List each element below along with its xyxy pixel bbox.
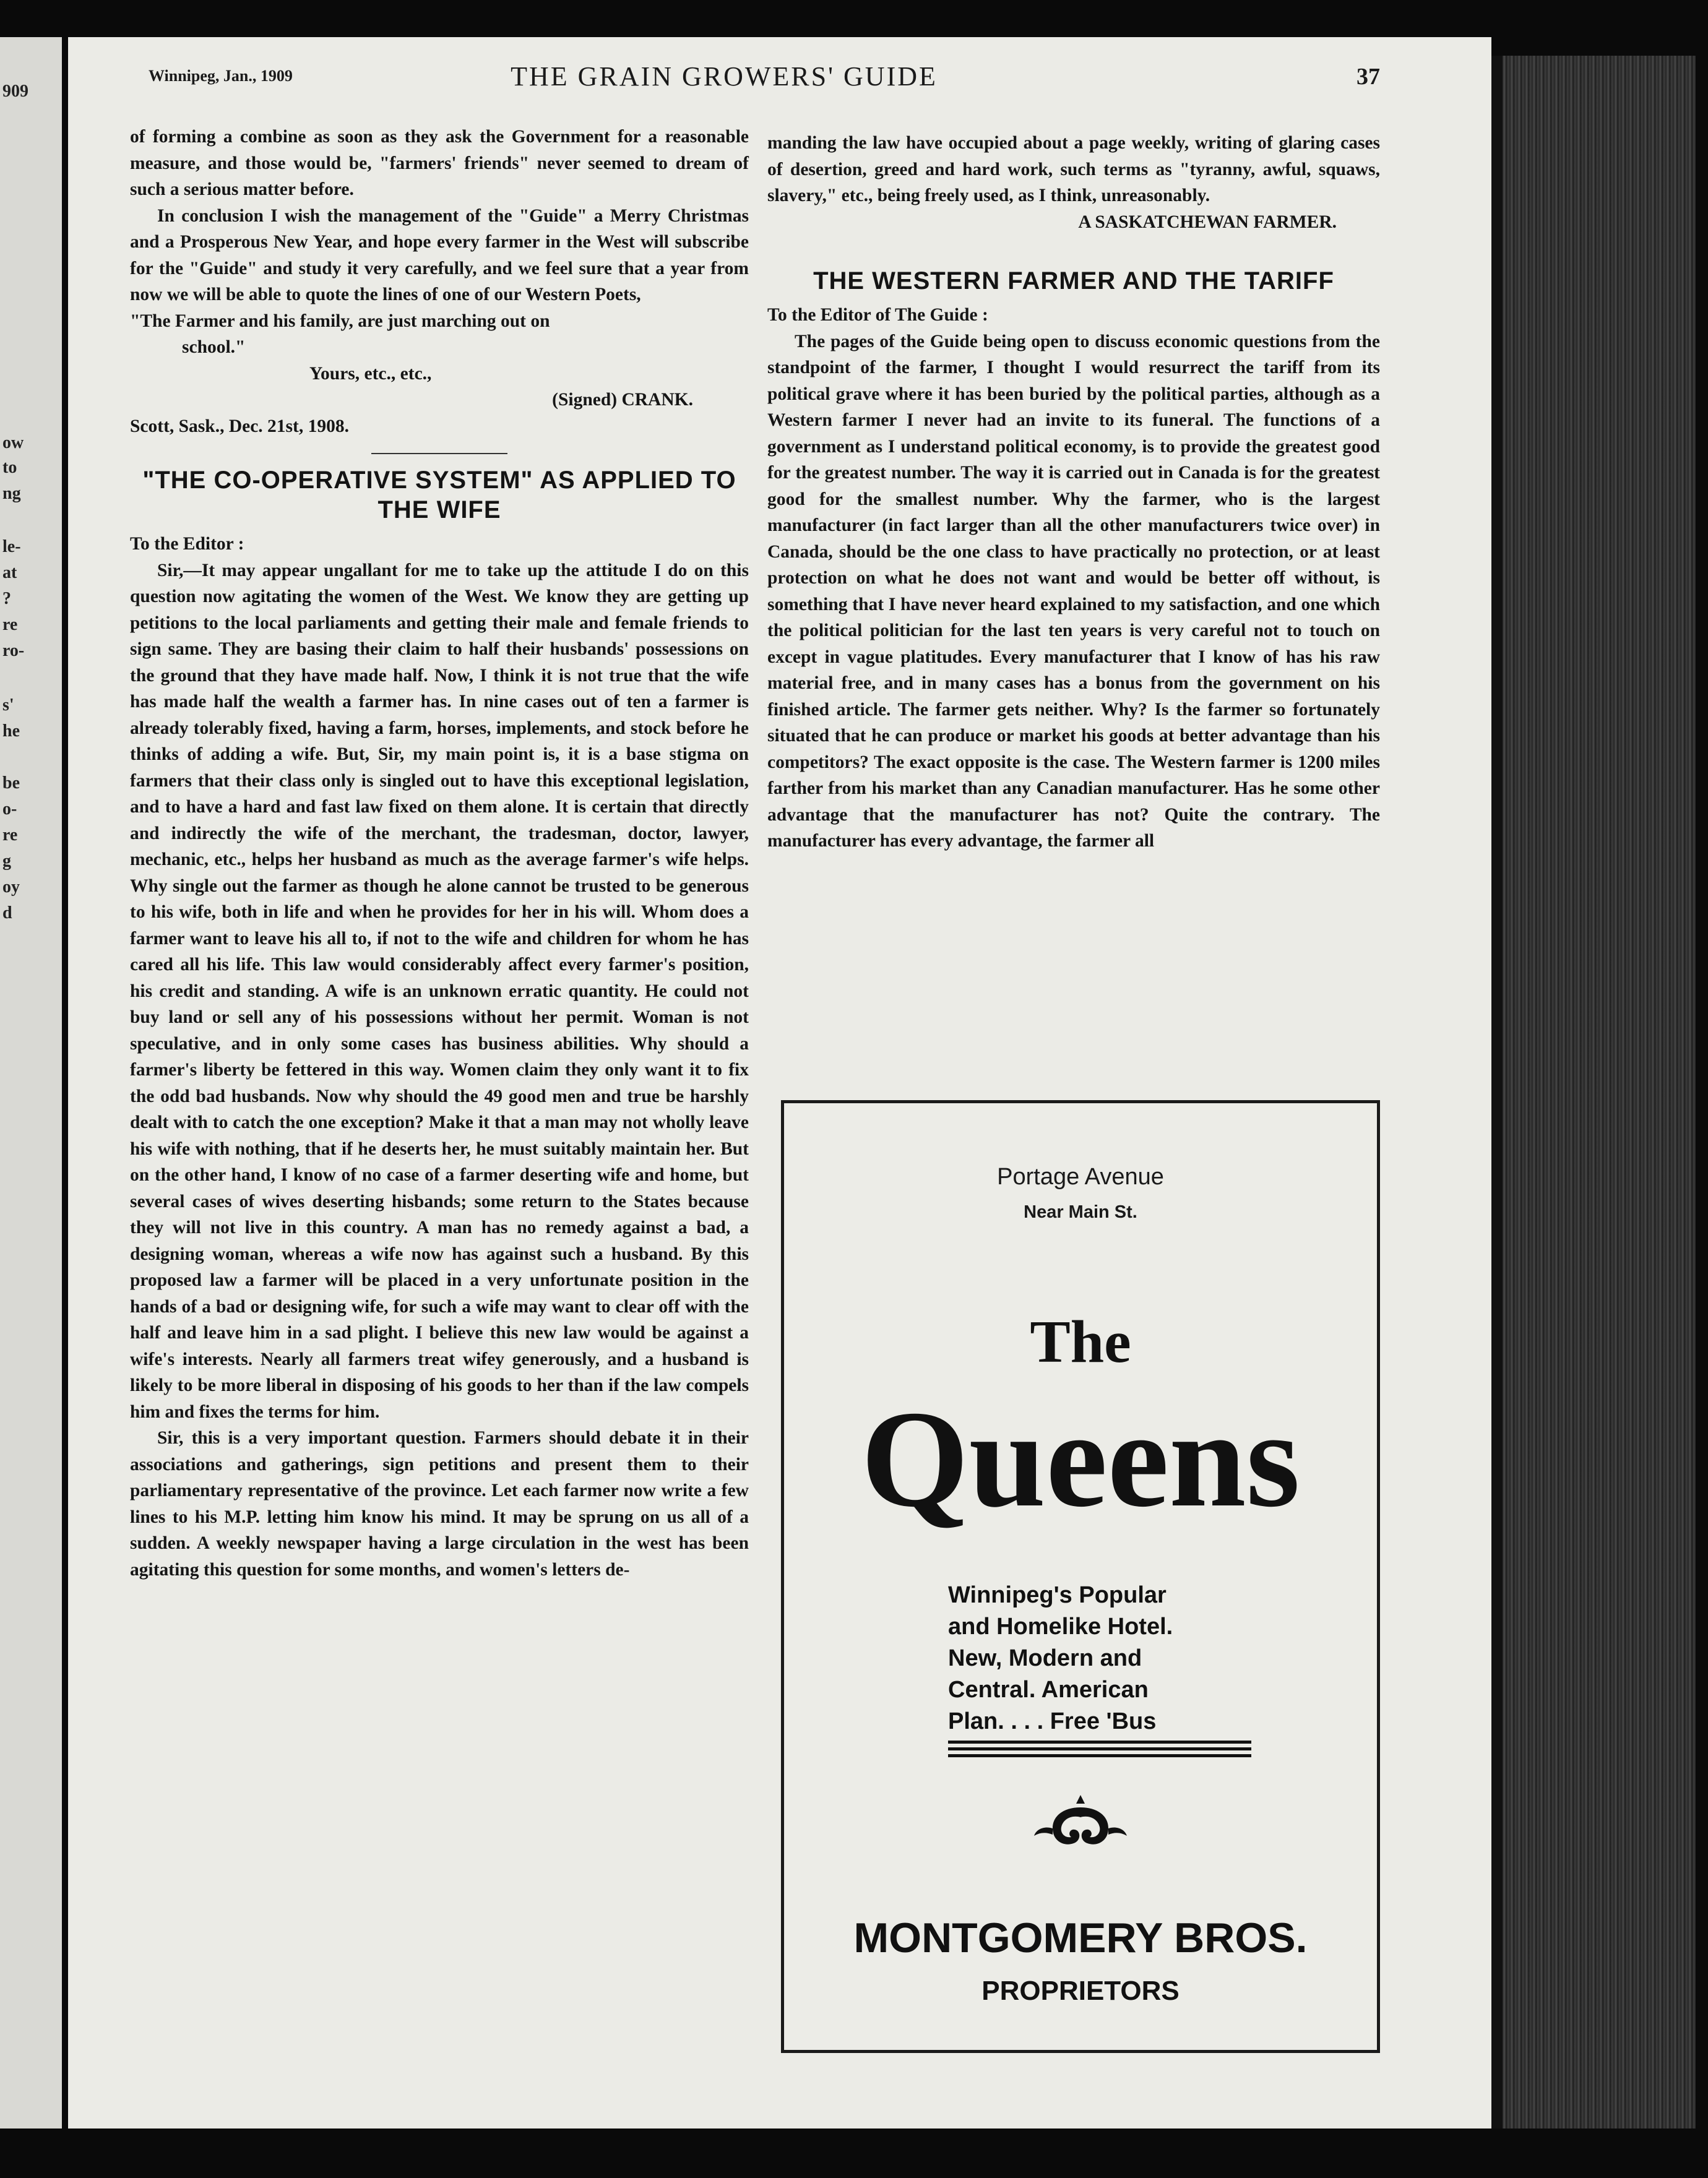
salutation: To the Editor of The Guide : <box>767 305 988 325</box>
article-paragraph: Sir,—It may appear ungallant for me to take up the attitude I do on this question now agitating the women of the West. We know they are getting up petitions to the local parliaments and getting their male and female friends to sign same. They are basing their claim to half their husbands' possessions on the ground that they have made half. Now, I think it is not true that the wife has made half the wealth a farmer has. In nine cases out of ten a farmer is already tolerably fixed, having a farm, horses, implements, and stock before he thinks of adding a wife. But, Sir, my main point is, it is a base stigma on farmers that their class only is singled out to have this exceptional legislation, and to have a hard and fast law fixed on them alone. It is certain that directly and indirectly the wife of the merchant, the tradesman, doctor, lawyer, mechanic, etc., helps her husband as much as the average farmer's wife helps. Why single out the farmer as though he alone cannot be trusted to be generous to his wife, both in life and when he provides for her in his will. Whom does a farmer want to leave his all to, if not to the wife and children for whom he has cared all his life. This law would considerably affect every farmer's position, his credit and standing. A wife is an unknown erratic quantity. He could not buy land or sell any of his possessions without her permit. Woman is not speculative, and in only some cases has business abilities. Why should a farmer's liberty be fettered in this way. Women claim they only want it to fix the odd bad husbands. Now why should the 49 good men and true be harshly dealt with to catch the one exception? Make it that a man may not wholly leave his wife with nothing, that if he deserts her, he must suitably maintain her. But on the other hand, I know of no case of a farmer deserting wife and home, but several cases of wives deserting hisbands; some return to the States because they will not live in this country. A man has no remedy against a bad, a designing woman, whereas a wife now has against such a husband. By this proposed law a farmer will be placed in a very unfortunate position in the hands of a bad or designing wife, for such a wife may want to clear off with the half and leave him in a sad plight. I believe this new law would be against a wife's interests. Nearly all farmers treat wifey generously, and a husband is likely to be more liberal in disposing of his goods to her than if the law compels him and fixes the terms for him. <box>130 560 749 1422</box>
letter-closing: Yours, etc., etc., <box>309 363 432 384</box>
margin-fragment: le- <box>2 537 21 556</box>
ad-blurb-line: New, Modern and <box>948 1645 1142 1671</box>
right-column <box>767 130 1380 854</box>
margin-fragment: o- <box>2 799 17 819</box>
margin-fragment: he <box>2 721 20 741</box>
letter-place-date: Scott, Sask., Dec. 21st, 1908. <box>130 416 349 436</box>
ad-address: Portage Avenue <box>997 1164 1164 1190</box>
article-title: THE WESTERN FARMER AND THE TARIFF <box>813 267 1334 295</box>
margin-fragment: at <box>2 563 17 582</box>
ad-blurb-line: and Homelike Hotel. <box>948 1614 1173 1640</box>
ad-the: The <box>1030 1309 1131 1375</box>
article-paragraph: Sir, this is a very important question. Farmers should debate it in their associations and gatherings, sign petitions and present them to their parliamentary representative of the province. Let each farmer now write a few lines to his M.P. letting him know his mind. It may be sprung on us all of a sudden. A weekly newspaper having a large circulation in the west has been agitating this question for some months, and women's letters de- <box>130 1428 749 1580</box>
margin-fragment: be <box>2 773 20 793</box>
margin-fragment: ? <box>2 589 11 608</box>
running-head <box>80 32 1380 92</box>
margin-fragment: s' <box>2 695 14 715</box>
article-paragraph: The pages of the Guide being open to discuss economic questions from the standpoint of the farmer, I thought I would resurrect the tariff from its political grave where it has been buried by the political parties, although as a Western farmer I never had an invite to its funeral. The functions of a government as I understand political economy, is to provide the greatest good for the greatest number. The way it is carried out in Canada is for the greatest good for the smallest number. Why the farmer, who is the largest manufacturer (in fact larger than all the other manufacturers twice over) in Canada, should be the one class to have practically no protection, or at least protection on what he does not want and would be better off without, is something that I have never heard explained to my satisfaction, and one which the political politician for the last ten years is very careful not to touch on except in vague platitudes. Every manufacturer that I know of has his raw material free, and in many cases has a bonus from the government on his finished article. The farmer gets neither. Why? Is the farmer so fortunately situated that he can produce or market his goods at better advantage than his competitors? The exact opposite is the case. The Western farmer is 1200 miles farther from his market than any Canadian manufacturer. Has he some other advantage that the manufacturer has not? Quite the contrary. The manufacturer has every advantage, the farmer all <box>767 331 1380 851</box>
letter-signature: A SASKATCHEWAN FARMER. <box>1078 212 1337 232</box>
article-title: "THE CO-OPERATIVE SYSTEM" AS APPLIED TO THE WIFE <box>142 467 736 523</box>
page-edge-shadow <box>1491 56 1503 2128</box>
left-column <box>130 124 749 1583</box>
margin-fragment: d <box>2 903 12 923</box>
letter-signature: (Signed) CRANK. <box>552 390 693 410</box>
poem-line: school." <box>182 337 246 357</box>
ad-hotel-name: Queens <box>861 1382 1300 1536</box>
ad-blurb-line: Plan. . . . Free 'Bus <box>948 1708 1157 1734</box>
margin-fragment: g <box>2 851 11 871</box>
margin-fragment: ro- <box>2 641 25 660</box>
letter-paragraph: of forming a combine as soon as they ask the Government for a reasonable measure, and those would be, "farmers' friends" never seemed to dream of such a serious matter before. <box>130 127 749 199</box>
ad-address-detail: Near Main St. <box>1024 1202 1137 1222</box>
ornament-icon <box>784 1790 1377 1861</box>
margin-fragment: ow <box>2 433 24 452</box>
ad-rules <box>948 1741 1251 1761</box>
facing-page-sliver <box>0 37 62 2128</box>
article-paragraph: manding the law have occupied about a page weekly, writing of glaring cases of desertion, greed and hard work, such terms as "tyranny, awful, squaws, slavery," etc., being freely used, as I think, unreasonably. <box>767 133 1380 205</box>
margin-fragment: 909 <box>2 82 28 101</box>
ad-blurb-line: Winnipeg's Popular <box>948 1582 1167 1608</box>
margin-fragment: ng <box>2 484 21 503</box>
hotel-advertisement <box>781 1100 1380 2053</box>
margin-fragment: re <box>2 615 18 634</box>
margin-fragment: to <box>2 458 17 477</box>
margin-fragment: oy <box>2 877 20 897</box>
publication-title: THE GRAIN GROWERS' GUIDE <box>511 61 938 92</box>
poem-line: "The Farmer and his family, are just marching out on <box>130 311 550 331</box>
ad-proprietors-name: MONTGOMERY BROS. <box>853 1914 1308 1961</box>
issue-date: Winnipeg, Jan., 1909 <box>149 67 293 85</box>
page-number: 37 <box>1356 64 1380 90</box>
ad-blurb-line: Central. American <box>948 1677 1149 1703</box>
ad-blurb <box>948 1580 1257 1737</box>
margin-fragment: re <box>2 825 18 845</box>
ad-proprietors-label: PROPRIETORS <box>981 1976 1180 2006</box>
section-divider <box>371 453 507 454</box>
salutation: To the Editor : <box>130 534 244 554</box>
book-page-edges <box>1491 56 1696 2128</box>
letter-paragraph: In conclusion I wish the management of the "Guide" a Merry Christmas and a Prosperous New Year, and hope every farmer in the West will subscribe for the "Guide" and study it very carefully, and we feel sure that a year from now we will be able to quote the lines of one of our Western Poets, <box>130 205 749 304</box>
